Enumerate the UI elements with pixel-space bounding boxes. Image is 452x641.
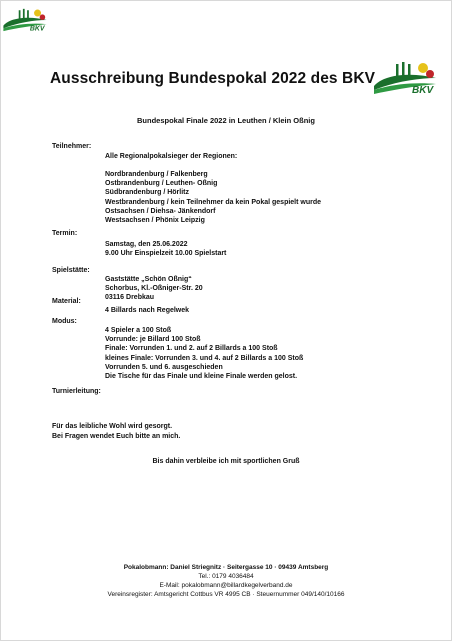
bkv-logo bbox=[372, 60, 438, 96]
footer-phone: Tel.: 0179 4036484 bbox=[198, 573, 254, 580]
bkv-logo-graphic bbox=[2, 2, 48, 38]
region-list bbox=[105, 170, 321, 225]
note-line: Für das leibliche Wohl wird gesorgt. bbox=[52, 423, 173, 430]
venue-line: 03116 Drebkau bbox=[105, 294, 155, 302]
document-title: Ausschreibung Bundespokal 2022 des BKV bbox=[50, 70, 376, 87]
modus-line: Finale: Vorrunden 1. und 2. auf 2 Billards a 100 Stoß bbox=[105, 345, 278, 353]
modus-line: Die Tische für das Finale und kleine Finale werden gelost. bbox=[105, 373, 298, 381]
turnierleitung-label: Turnierleitung: bbox=[52, 388, 101, 395]
logo-text: BKV bbox=[29, 25, 45, 33]
note-line: Bei Fragen wendet Euch bitte an mich. bbox=[52, 432, 181, 440]
footer-email: E-Mail: pokalobmann@billardkegelverband.de bbox=[159, 582, 293, 589]
material-label: Material: bbox=[52, 298, 81, 305]
termin-time: 9.00 Uhr Einspielzeit 10.00 Spielstart bbox=[105, 250, 227, 258]
notes bbox=[52, 422, 180, 441]
spielstaette-label: Spielstätte: bbox=[52, 267, 90, 274]
region-item: Ostsachsen / Diehsa- Jänkendorf bbox=[105, 207, 216, 215]
footer bbox=[0, 563, 452, 599]
modus-details bbox=[105, 326, 303, 381]
material-value: 4 Billards nach Regelwek bbox=[105, 307, 190, 314]
region-item: Ostbrandenburg / Leuthen- Oßnig bbox=[105, 180, 218, 188]
modus-line: Vorrunde: je Billard 100 Stoß bbox=[105, 336, 201, 344]
teilnehmer-intro: Alle Regionalpokalsieger der Regionen: bbox=[105, 153, 238, 160]
termin-date: Samstag, den 25.06.2022 bbox=[105, 241, 188, 248]
region-item: Südbrandenburg / Hörlitz bbox=[105, 189, 189, 197]
region-item: Nordbrandenburg / Falkenberg bbox=[105, 171, 208, 178]
event-subtitle: Bundespokal Finale 2022 in Leuthen / Klein Oßnig bbox=[137, 116, 315, 125]
footer-contact: Pokalobmann: Daniel Striegnitz · Seitergasse 10 · 09439 Amtsberg bbox=[123, 564, 329, 571]
venue-address bbox=[105, 275, 203, 303]
bkv-logo-graphic bbox=[372, 60, 438, 96]
venue-line: Gaststätte „Schön Oßnig“ bbox=[105, 276, 192, 283]
footer-register: Vereinsregister: Amtsgericht Cottbus VR 4995 CB · Steuernummer 049/140/10166 bbox=[107, 591, 345, 598]
modus-line: 4 Spieler a 100 Stoß bbox=[105, 327, 172, 334]
logo-text: BKV bbox=[412, 85, 434, 96]
region-item: Westsachsen / Phönix Leipzig bbox=[105, 217, 205, 225]
closing-line: Bis dahin verbleibe ich mit sportlichen Gruß bbox=[152, 458, 300, 465]
teilnehmer-label: Teilnehmer: bbox=[52, 143, 92, 150]
termin-label: Termin: bbox=[52, 230, 78, 237]
bkv-logo-small bbox=[2, 2, 48, 38]
modus-line: Vorrunden 5. und 6. ausgeschieden bbox=[105, 363, 223, 371]
venue-line: Schorbus, Kl.-Oßniger-Str. 20 bbox=[105, 285, 203, 293]
modus-line: kleines Finale: Vorrunden 3. und 4. auf 2 Billards a 100 Stoß bbox=[105, 354, 304, 362]
region-item: Westbrandenburg / kein Teilnehmer da kein Pokal gespielt wurde bbox=[105, 198, 322, 206]
modus-label: Modus: bbox=[52, 318, 77, 325]
termin-details bbox=[105, 240, 226, 258]
